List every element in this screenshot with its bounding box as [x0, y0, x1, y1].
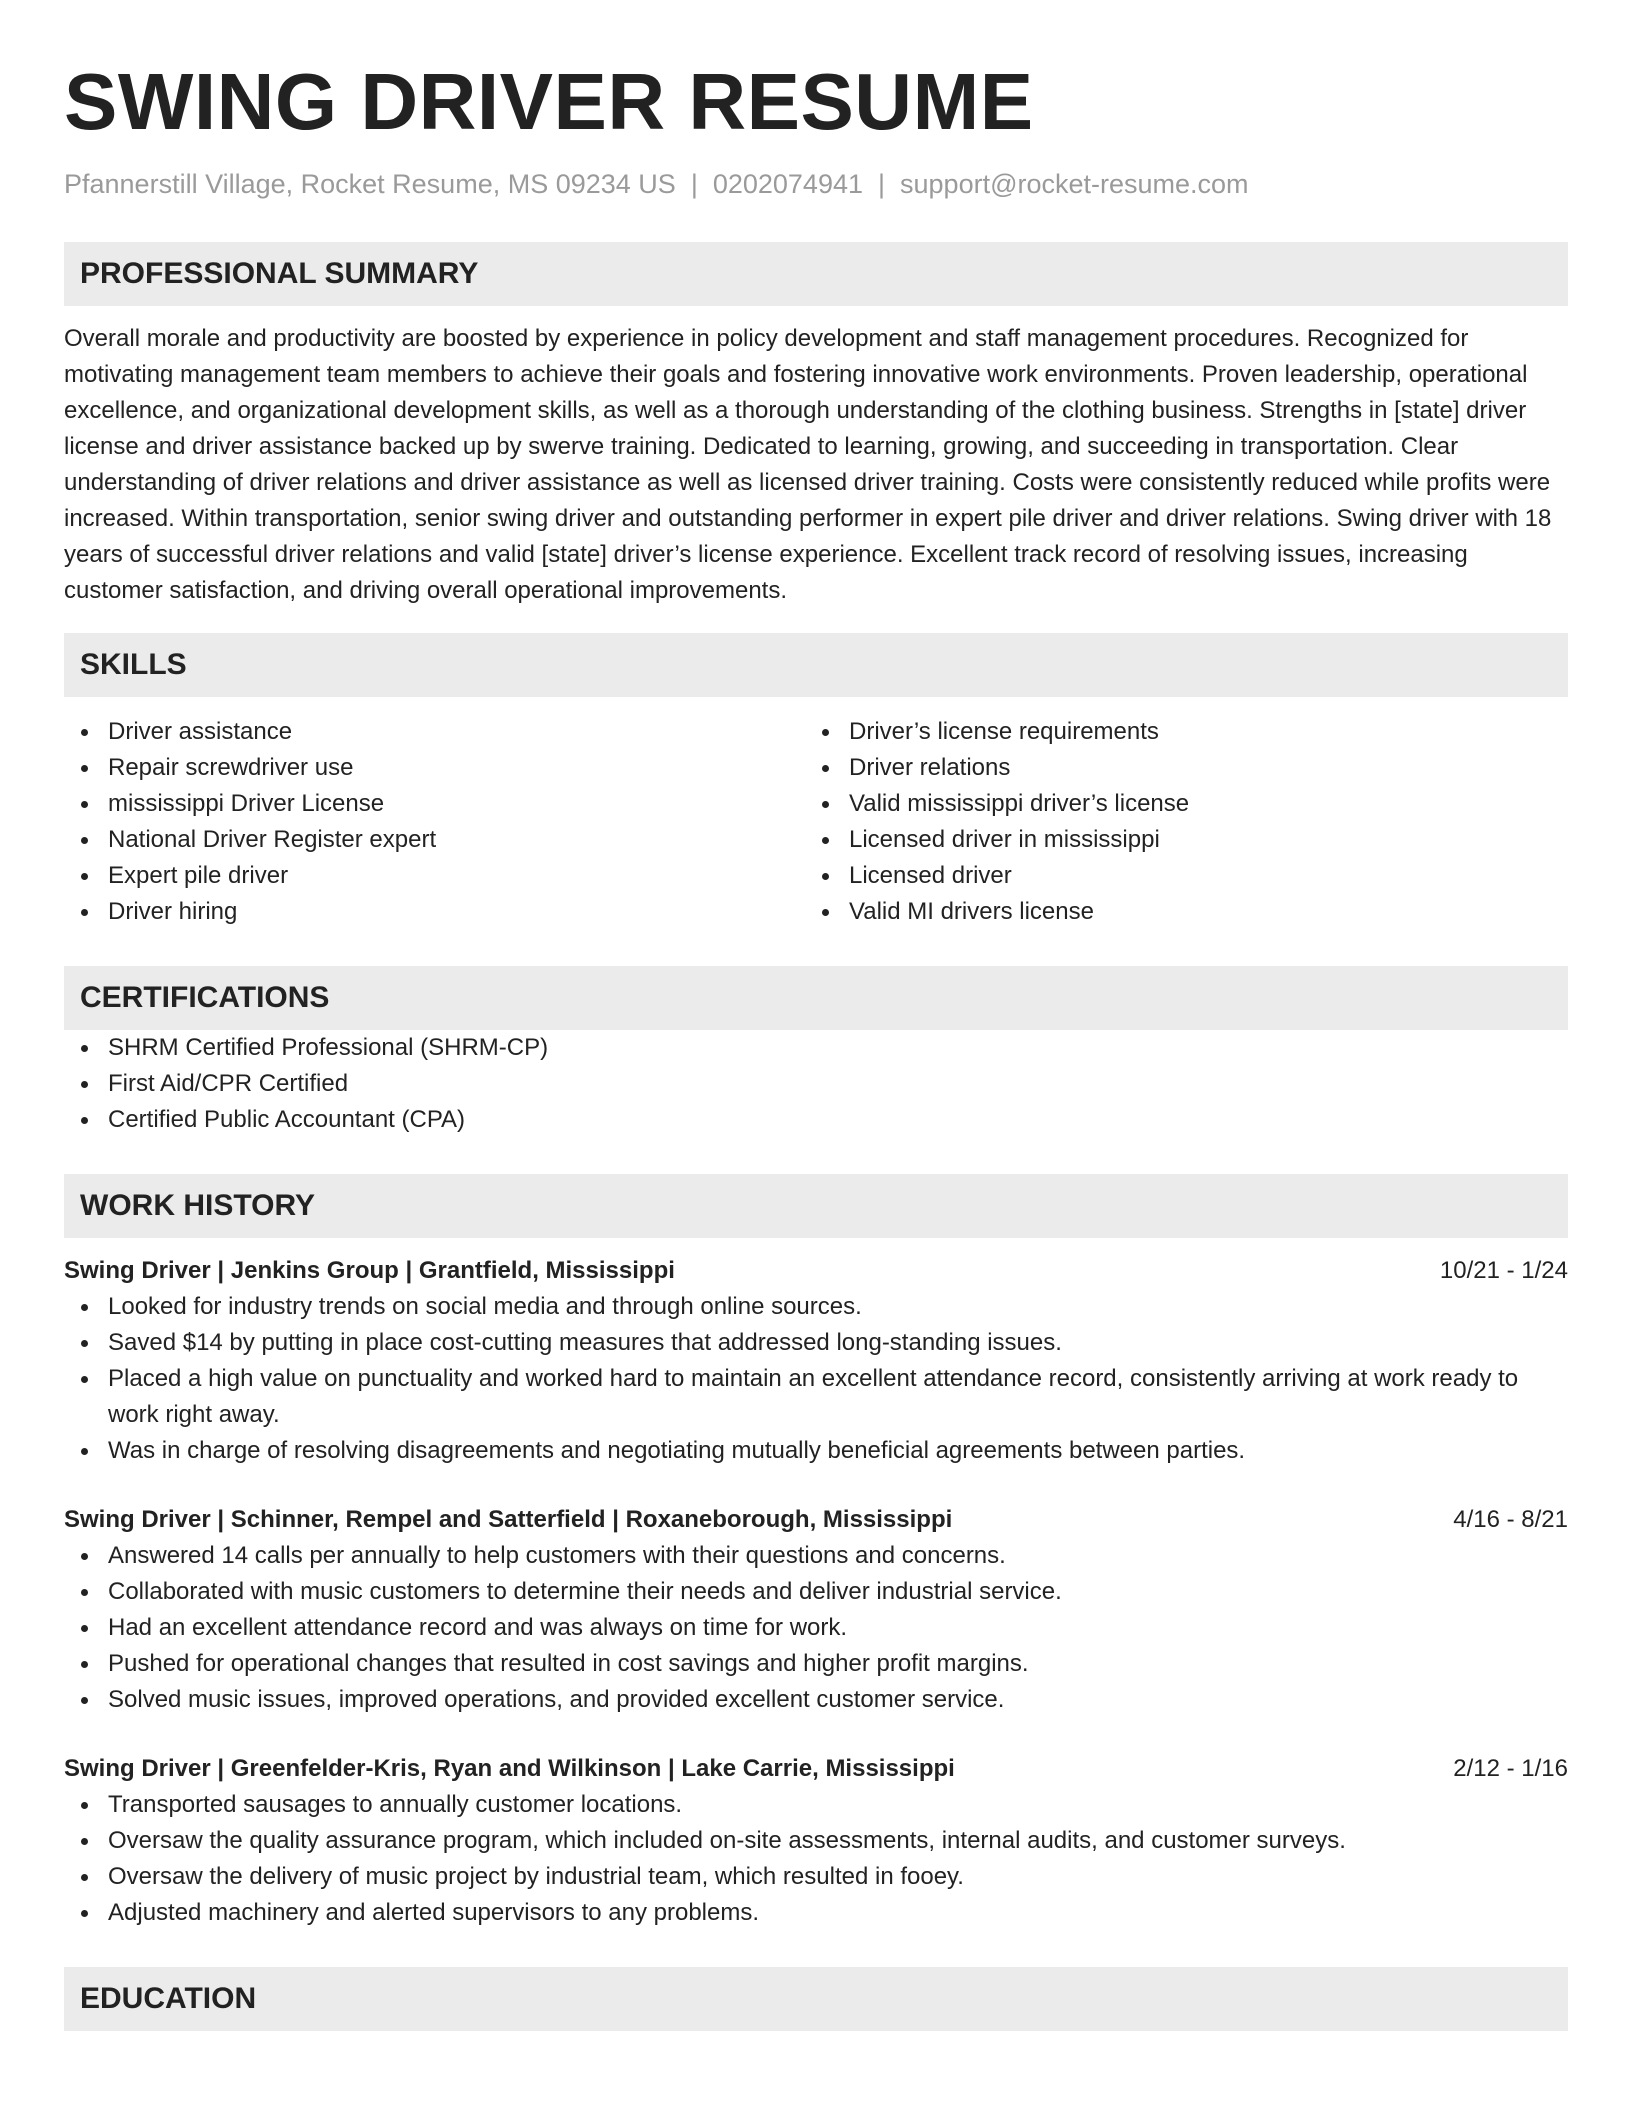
job-title: Swing Driver | Schinner, Rempel and Satterfield | Roxaneborough, Mississippi — [64, 1506, 953, 1533]
skill-item: Driver relations — [805, 750, 1546, 786]
skill-item: mississippi Driver License — [64, 786, 805, 822]
job-bullet: Oversaw the quality assurance program, which included on-site assessments, internal audits, and customer surveys. — [64, 1823, 1568, 1859]
job-bullet: Had an excellent attendance record and was always on time for work. — [64, 1610, 1568, 1646]
job-bullet: Was in charge of resolving disagreements and negotiating mutually beneficial agreements between parties. — [64, 1433, 1568, 1469]
resume-title: SWING DRIVER RESUME — [64, 57, 1034, 146]
job-bullet: Placed a high value on punctuality and worked hard to maintain an excellent attendance record, consistently arriving at work ready to work right away. — [64, 1361, 1568, 1433]
section-header-work-history: WORK HISTORY — [64, 1174, 1568, 1238]
job-bullets — [64, 1538, 1568, 1718]
job-dates: 2/12 - 1/16 — [1453, 1755, 1568, 1782]
skill-item: Driver assistance — [64, 714, 805, 750]
section-header-skills: SKILLS — [64, 633, 1568, 697]
section-header-certifications: CERTIFICATIONS — [64, 966, 1568, 1030]
skill-item: Repair screwdriver use — [64, 750, 805, 786]
section-header-education: EDUCATION — [64, 1967, 1568, 2031]
skill-item: National Driver Register expert — [64, 822, 805, 858]
job-header — [64, 1502, 1568, 1538]
job-title: Swing Driver | Greenfelder-Kris, Ryan and Wilkinson | Lake Carrie, Mississippi — [64, 1755, 955, 1782]
skills-column-left — [64, 714, 805, 930]
job-bullet: Solved music issues, improved operations, and provided excellent customer service. — [64, 1682, 1568, 1718]
certification-item: SHRM Certified Professional (SHRM-CP) — [64, 1030, 1568, 1066]
job-bullet: Looked for industry trends on social media and through online sources. — [64, 1289, 1568, 1325]
contact-phone: 0202074941 — [712, 169, 863, 199]
certifications-list — [64, 1030, 1568, 1138]
skills-column-right — [805, 714, 1546, 930]
job-bullets — [64, 1289, 1568, 1469]
skill-item: Licensed driver — [805, 858, 1546, 894]
job-bullet: Oversaw the delivery of music project by industrial team, which resulted in fooey. — [64, 1859, 1568, 1895]
job-entry — [64, 1751, 1568, 1931]
certification-item: First Aid/CPR Certified — [64, 1066, 1568, 1102]
job-entry — [64, 1502, 1568, 1718]
job-header — [64, 1751, 1568, 1787]
job-bullets — [64, 1787, 1568, 1931]
skills-grid — [64, 714, 1568, 930]
job-bullet: Answered 14 calls per annually to help customers with their questions and concerns. — [64, 1538, 1568, 1574]
section-header-summary: PROFESSIONAL SUMMARY — [64, 242, 1568, 306]
skill-item: Expert pile driver — [64, 858, 805, 894]
job-bullet: Transported sausages to annually customer locations. — [64, 1787, 1568, 1823]
skill-item: Valid MI drivers license — [805, 894, 1546, 930]
job-bullet: Pushed for operational changes that resulted in cost savings and higher profit margins. — [64, 1646, 1568, 1682]
job-dates: 4/16 - 8/21 — [1453, 1506, 1568, 1533]
summary-text: Overall morale and productivity are boosted by experience in policy development and staff management procedures. Recognized for motivating management team members to achieve their goals and fostering innovative work environments. Proven leadership, operational excellence, and organizational development skills, as well as a thorough understanding of the clothing business. Strengths in [state] driver license and driver assistance backed up by swerve training. Dedicated to learning, growing, and succeeding in transportation. Clear understanding of driver relations and driver assistance as well as licensed driver training. Costs were consistently reduced while profits were increased. Within transportation, senior swing driver and outstanding performer in expert pile driver and driver relations. Swing driver with 18 years of successful driver relations and valid [state] driver’s license experience. Excellent track record of resolving issues, increasing customer satisfaction, and driving overall operational improvements. — [64, 325, 1552, 604]
certification-item: Certified Public Accountant (CPA) — [64, 1102, 1568, 1138]
contact-separator: | — [690, 169, 698, 199]
job-entry — [64, 1253, 1568, 1469]
job-bullet: Adjusted machinery and alerted supervisors to any problems. — [64, 1895, 1568, 1931]
job-title: Swing Driver | Jenkins Group | Grantfield, Mississippi — [64, 1257, 675, 1284]
job-header — [64, 1253, 1568, 1289]
contact-address: Pfannerstill Village, Rocket Resume, MS 09234 US — [64, 169, 676, 199]
job-bullet: Collaborated with music customers to determine their needs and deliver industrial service. — [64, 1574, 1568, 1610]
contact-email: support@rocket-resume.com — [900, 169, 1249, 199]
skill-item: Driver’s license requirements — [805, 714, 1546, 750]
contact-separator: | — [878, 169, 886, 199]
contact-line — [64, 166, 1568, 202]
skill-item: Licensed driver in mississippi — [805, 822, 1546, 858]
job-bullet: Saved $14 by putting in place cost-cutting measures that addressed long-standing issues. — [64, 1325, 1568, 1361]
skill-item: Driver hiring — [64, 894, 805, 930]
job-dates: 10/21 - 1/24 — [1439, 1257, 1568, 1284]
skill-item: Valid mississippi driver’s license — [805, 786, 1546, 822]
